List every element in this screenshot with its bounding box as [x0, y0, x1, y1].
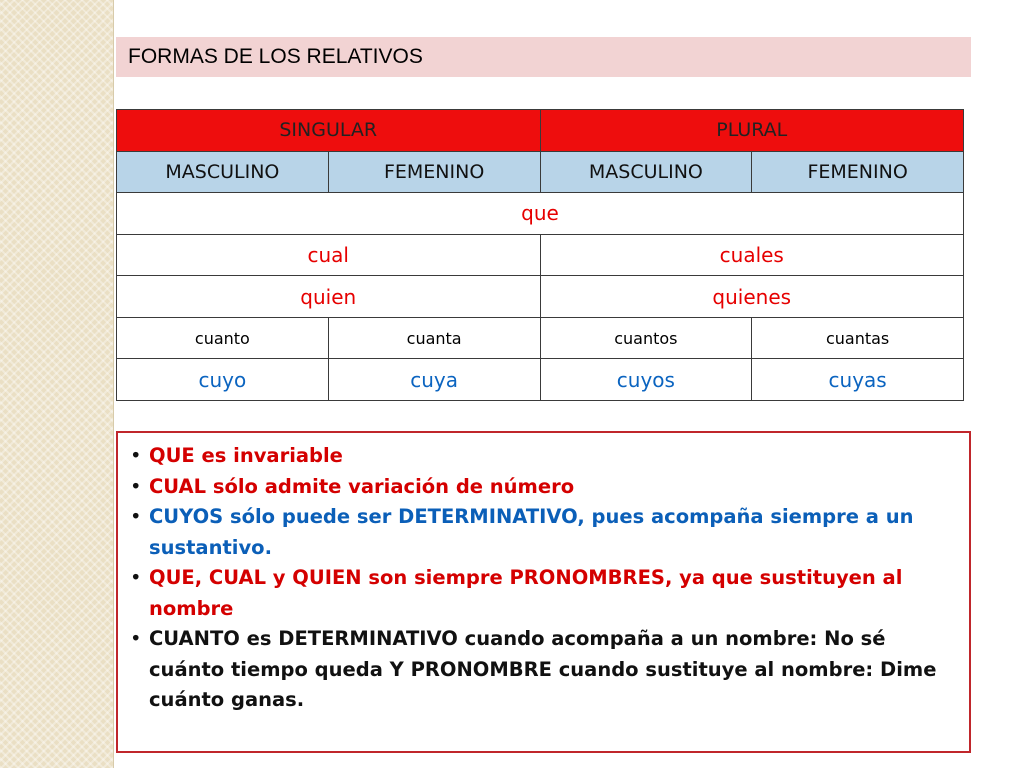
note-text: sólo puede ser [223, 505, 399, 528]
note-text: cuando acompaña a un nombre: No sé cuánto tiempo queda [149, 627, 886, 681]
cell-cual: cual [117, 234, 541, 276]
subheader-singular-feminine: FEMENINO [328, 151, 540, 193]
note-pronombres [128, 563, 955, 624]
note-text: y [266, 566, 293, 589]
table-row-cuyo [117, 359, 964, 401]
table-row-cual [117, 234, 964, 276]
cell-cuanto: cuanto [117, 317, 329, 359]
notes-box [116, 431, 971, 753]
cell-quien: quien [117, 276, 541, 318]
cell-cuya: cuya [328, 359, 540, 401]
term: QUE [149, 444, 195, 467]
note-text: sólo admite variación de número [206, 474, 575, 498]
term: Y PRONOMBRE [389, 657, 552, 681]
note-text: , pues acompaña siempre a un sustantivo. [149, 505, 914, 559]
term: DETERMINATIVO [398, 505, 578, 528]
term: CUAL [149, 474, 207, 498]
note-text: , ya que sustituyen al nombre [149, 566, 903, 620]
cell-cuyas: cuyas [752, 359, 964, 401]
term: QUIEN [292, 566, 362, 589]
table-row-gender-header [117, 151, 964, 193]
subheader-plural-masculine: MASCULINO [540, 151, 752, 193]
table-row-quien [117, 276, 964, 318]
cell-cuyos: cuyos [540, 359, 752, 401]
header-singular: SINGULAR [117, 110, 541, 152]
header-plural: PLURAL [540, 110, 964, 152]
term: PRONOMBRES [509, 566, 665, 589]
note-cuyos-determinativo [128, 502, 955, 563]
cell-cuyo: cuyo [117, 359, 329, 401]
cell-que: que [117, 193, 964, 235]
note-cuanto [128, 624, 955, 716]
page-title: FORMAS DE LOS RELATIVOS [116, 37, 971, 77]
term: QUE, CUAL [149, 566, 266, 589]
note-text: es invariable [194, 444, 343, 467]
table-row-cuanto [117, 317, 964, 359]
note-que-invariable [128, 441, 955, 472]
note-text: son siempre [361, 566, 510, 589]
table-row-number-header [117, 110, 964, 152]
note-cual-numero [128, 472, 955, 503]
term: DETERMINATIVO [278, 627, 458, 650]
decorative-side-stripe [0, 0, 114, 768]
note-text: es [239, 627, 279, 650]
cell-cuantos: cuantos [540, 317, 752, 359]
cell-cuales: cuales [540, 234, 964, 276]
term: CUANTO [149, 627, 240, 650]
term: CUYOS [149, 505, 224, 528]
cell-quienes: quienes [540, 276, 964, 318]
cell-cuantas: cuantas [752, 317, 964, 359]
cell-cuanta: cuanta [328, 317, 540, 359]
note-text: cuando sustituye al nombre: Dime cuánto ganas. [149, 657, 937, 711]
subheader-singular-masculine: MASCULINO [117, 151, 329, 193]
table-row-que [117, 193, 964, 235]
subheader-plural-feminine: FEMENINO [752, 151, 964, 193]
notes-list [128, 441, 955, 716]
relatives-table [116, 109, 964, 401]
